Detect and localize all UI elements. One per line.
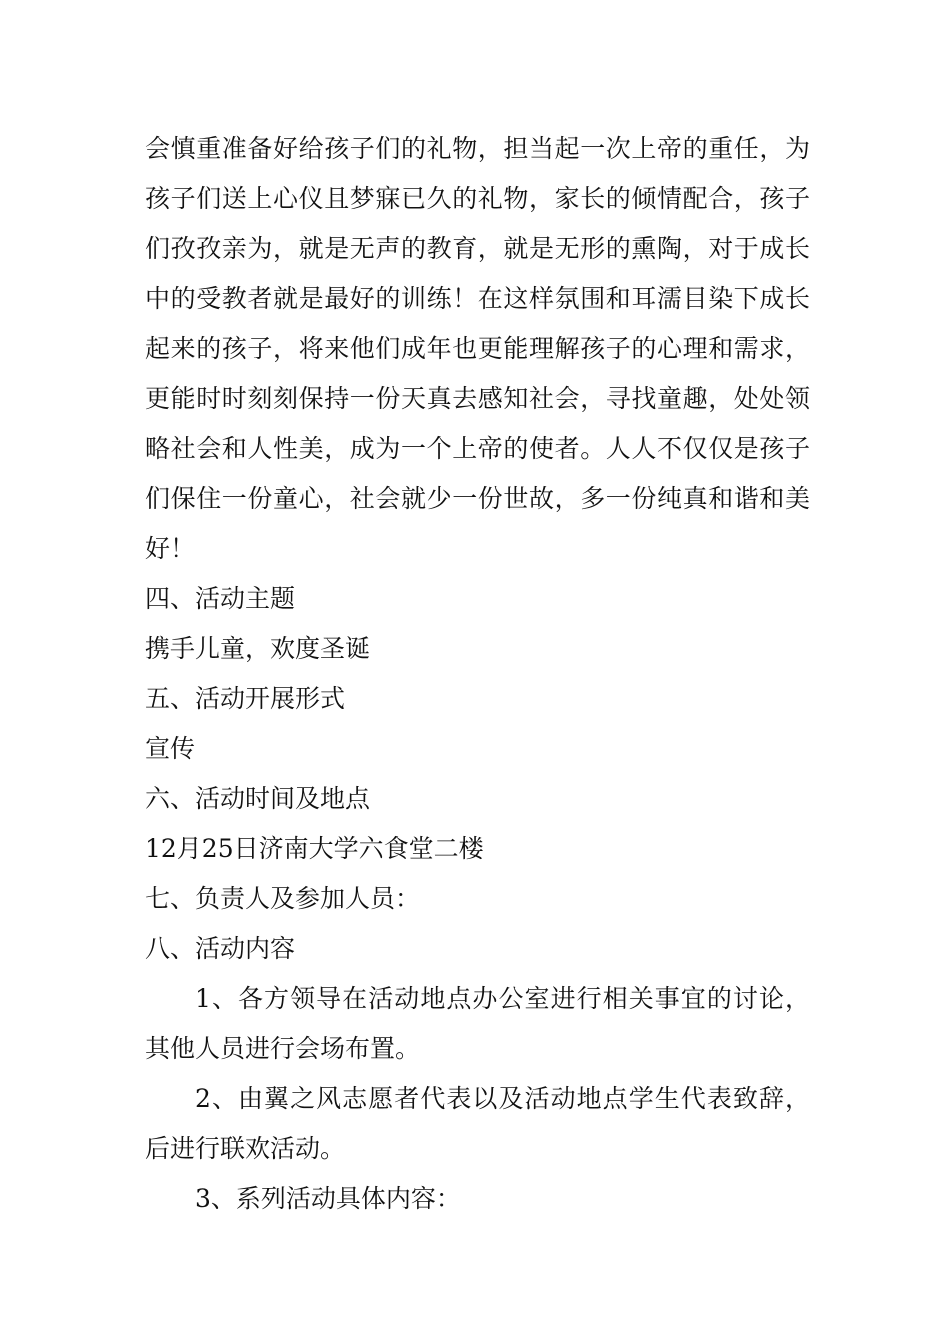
section-body-theme: 携手儿童，欢度圣诞 [145, 634, 371, 663]
continuation-paragraph: 会慎重准备好给孩子们的礼物，担当起一次上帝的重任，为孩子们送上心仪且梦寐已久的礼物，家长的倾情配合，孩子们孜孜亲为，就是无声的教育，就是无形的熏陶，对于成长中的受教者就是最好的训练！在这样氛围和耳濡目染下成长起来的孩子，将来他们成年也更能理解孩子的心理和需求，更能时时刻刻保持一份天真去感知社会，寻找童趣，处处领略社会和人性美，成为一个上帝的使者。人人不仅仅是孩子们保住一份童心，社会就少一份世故，多一份纯真和谐和美好！ [145, 134, 810, 563]
section-heading-theme: 四、活动主题 [145, 584, 296, 613]
section-body-format: 宣传 [145, 734, 196, 763]
content-item-1: 1、各方领导在活动地点办公室进行相关事宜的讨论，其他人员进行会场布置。 [145, 984, 810, 1063]
content-item-2: 2、由翼之风志愿者代表以及活动地点学生代表致辞，后进行联欢活动。 [145, 1084, 810, 1163]
section-heading-content: 八、活动内容 [145, 934, 296, 963]
section-body-time-place: 12月25日济南大学六食堂二楼 [145, 834, 484, 863]
content-item-3: 3、系列活动具体内容： [195, 1184, 461, 1213]
document-body [145, 124, 810, 1224]
section-heading-format: 五、活动开展形式 [145, 684, 346, 713]
section-heading-personnel: 七、负责人及参加人员： [145, 884, 421, 913]
section-heading-time-place: 六、活动时间及地点 [145, 784, 371, 813]
